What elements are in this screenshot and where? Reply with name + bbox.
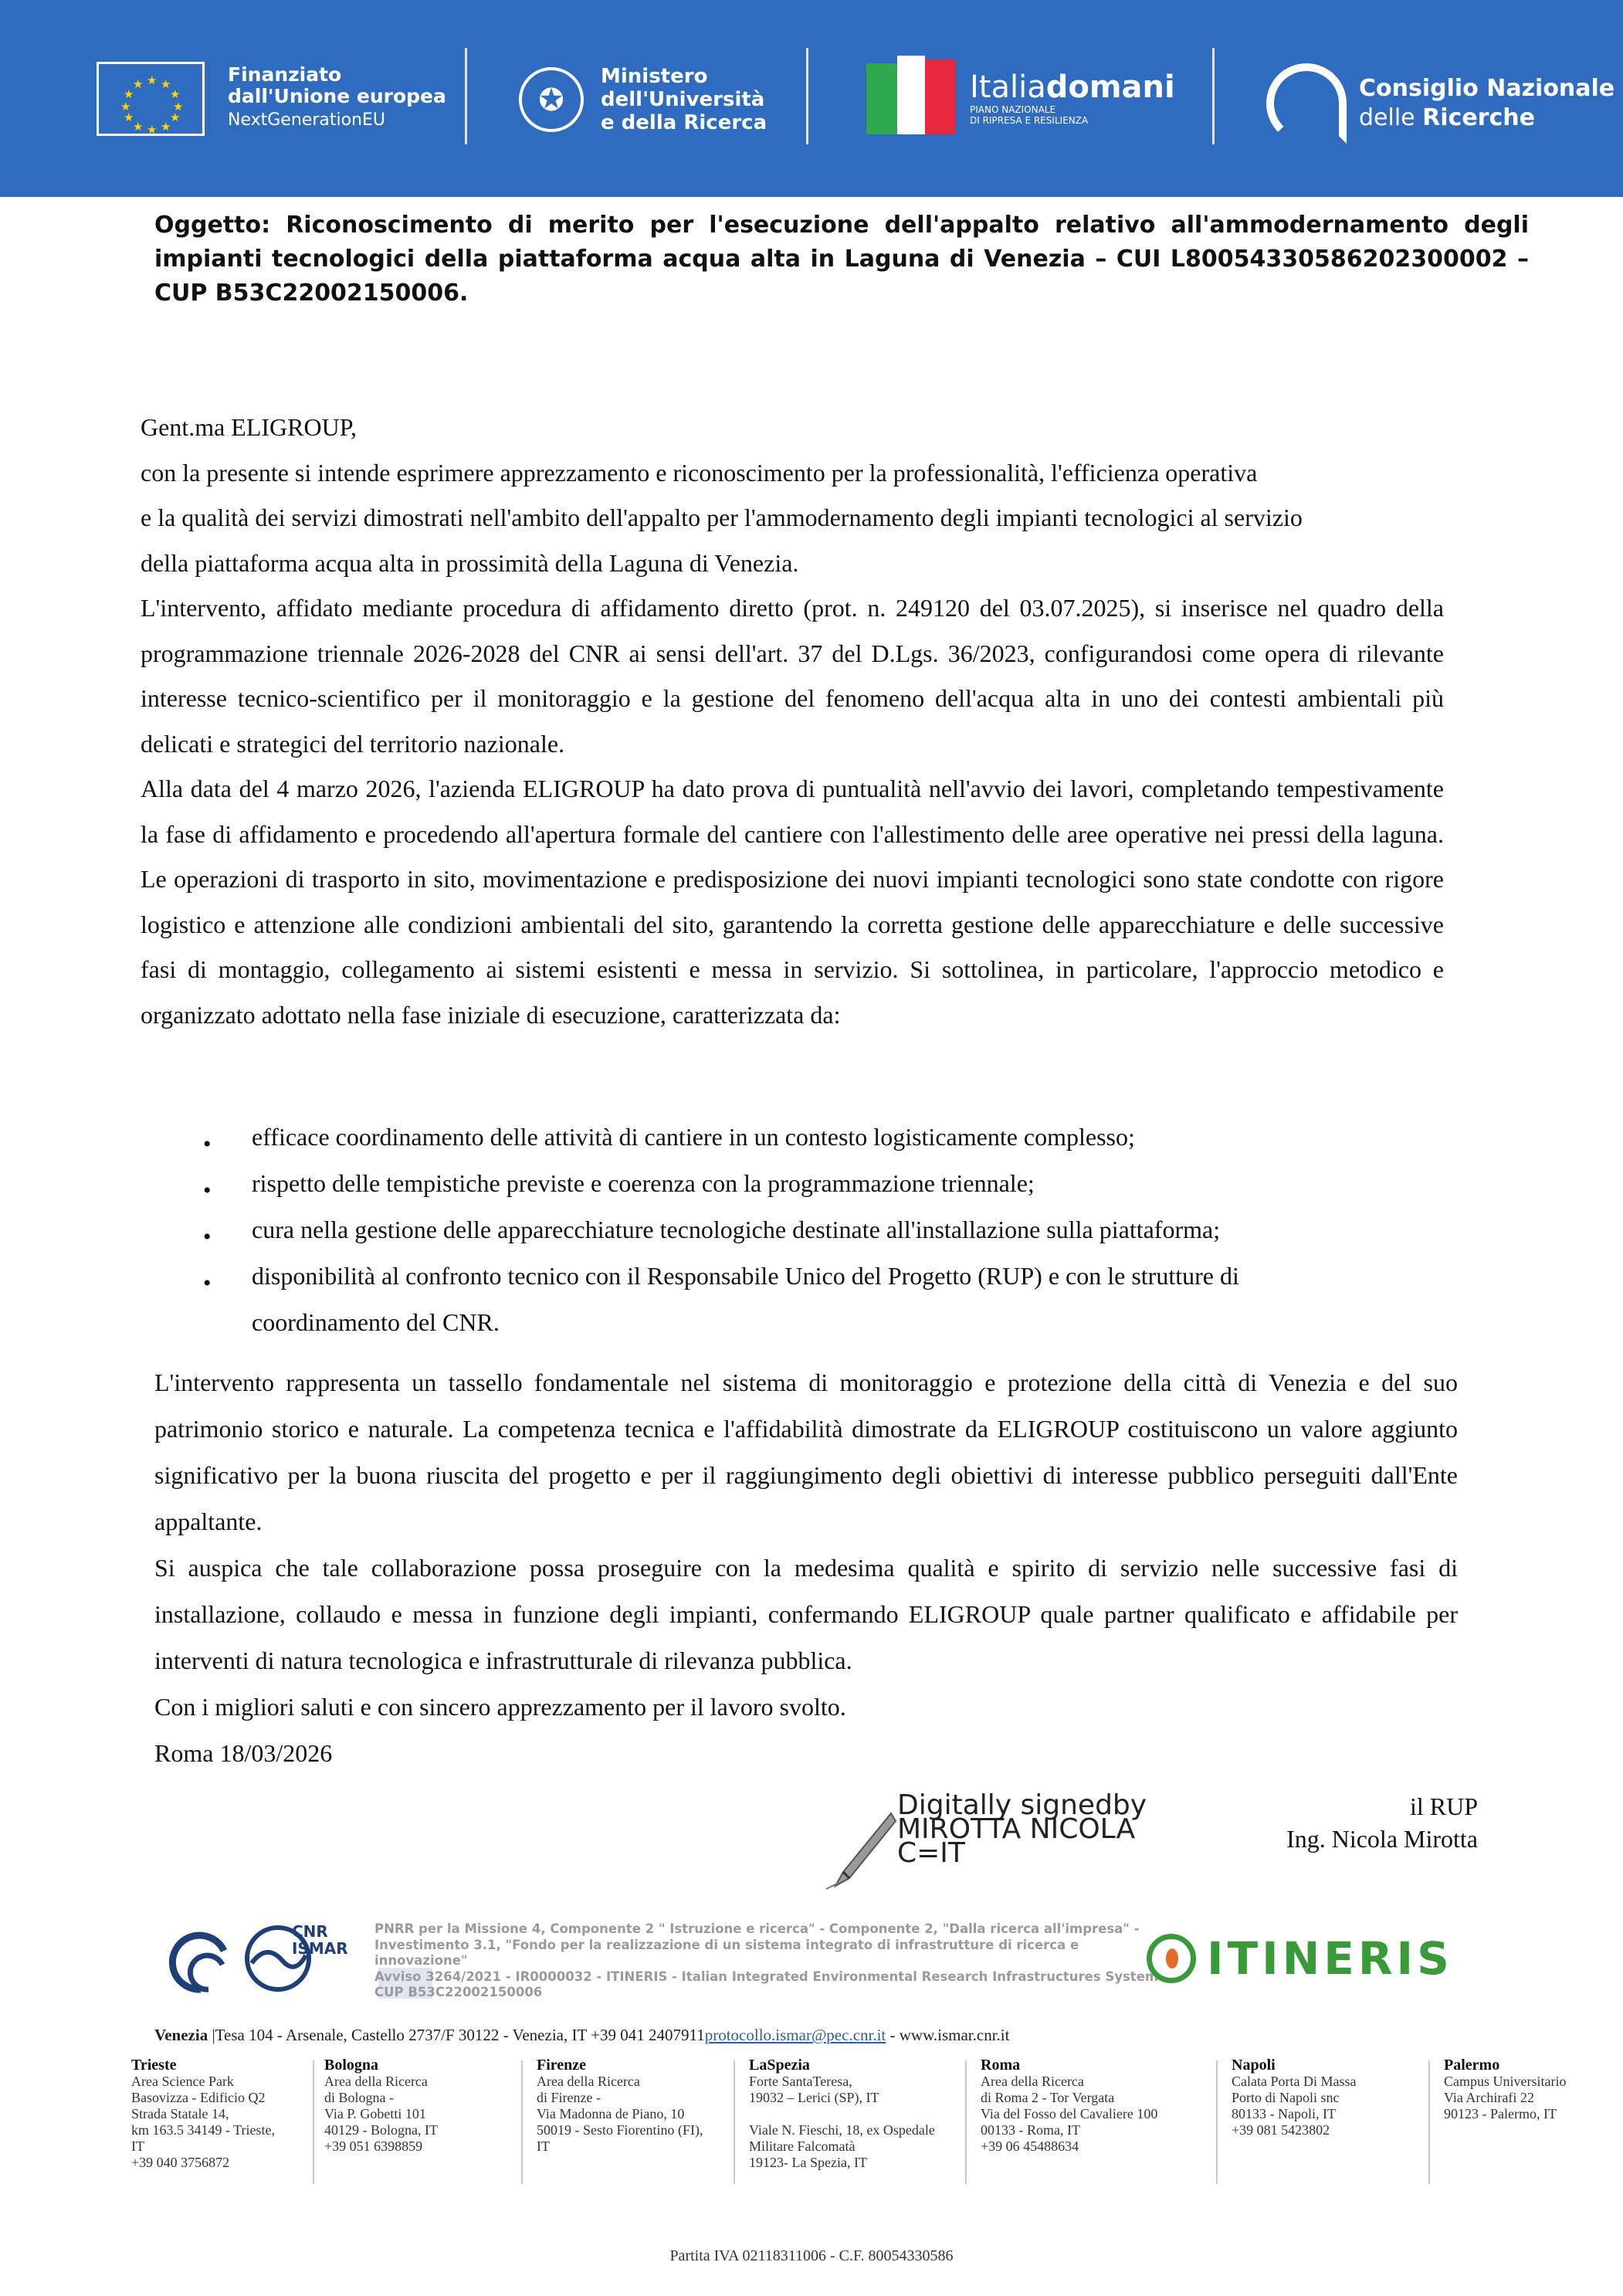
- letter-body: [141, 405, 1444, 1037]
- banner-divider: [1212, 48, 1215, 144]
- itineris-wordmark: ITINERIS: [1207, 1932, 1453, 1985]
- list-item: • efficace coordinamento delle attività di cantiere in un contesto logisticamente complesso;: [199, 1114, 1435, 1160]
- intro-line: con la presente si intende esprimere apprezzamento e riconoscimento per la professionalità, l'efficienza operativa: [141, 458, 1258, 487]
- list-item: • rispetto delle tempistiche previste e coerenza con la programmazione triennale;: [199, 1160, 1435, 1206]
- pnrr-funding-text: PNRR per la Missione 4, Componente 2 " Istruzione e ricerca" - Componente 2, "Dalla ricerca all'impresa" - Investimento 3.1, "Fondo per la realizzazione di un sistema integrato di infrastrutture di ricerca e innovazione" Avviso 3264/2021 - IR0000032 - ITINERIS - Italian Integrated Environmental Research Infrastructures System CUP B53C22002150006: [374, 1921, 1159, 1999]
- italiadomani-word-a: Italia: [970, 70, 1046, 105]
- eu-line2: dall'Unione europea: [228, 85, 446, 107]
- office-divider: [965, 2060, 967, 2184]
- bullet-icon: •: [203, 1270, 212, 1296]
- office-divider: [521, 2060, 523, 2184]
- mur-logo: [519, 65, 767, 134]
- digital-signature-line2: MIROTTA NICOLA: [897, 1813, 1136, 1845]
- salutation: Gent.ma ELIGROUP,: [141, 413, 357, 441]
- italian-flag-icon: [866, 56, 959, 141]
- cnr-line1: Consiglio Nazionale: [1359, 75, 1615, 102]
- office-roma: Roma Area della Ricerca di Roma 2 - Tor Vergata Via del Fosso del Cavaliere 100 00133 - Roma, IT +39 06 45488634: [981, 2057, 1158, 2154]
- office-bologna: Bologna Area della Ricerca di Bologna - Via P. Gobetti 101 40129 - Bologna, IT +39 051 6398859: [324, 2057, 438, 2154]
- office-divider: [313, 2060, 314, 2184]
- office-divider: [1428, 2060, 1430, 2184]
- signatory-block: [1286, 1790, 1478, 1855]
- paragraph-auspica: Si auspica che tale collaborazione possa proseguire con la medesima qualità e spirito di servizio nelle successive fasi di installazione, collaudo e messa in funzione degli impianti, confermando ELIGROUP quale partner qualificato e affidabile per interventi di natura tecnologica e infrastrutturale di rilevanza pubblica.: [154, 1554, 1458, 1674]
- itineris-logo: [1147, 1932, 1453, 1985]
- cnr-mark-icon: [1266, 63, 1347, 144]
- intro-line: della piattaforma acqua alta in prossimità della Laguna di Venezia.: [141, 548, 799, 577]
- paragraph-data-avvio: Alla data del 4 marzo 2026, l'azienda ELIGROUP ha dato prova di puntualità nell'avvio dei lavori, completando tempestivamente la fase di affidamento e procedendo all'apertura formale del cantiere con l'allestimento delle aree operative nei pressi della laguna. Le operazioni di trasporto in sito, movimentazione e predisposizione dei nuovi impianti tecnologici sono state condotte con rigore logistico e attenzione alle condizioni ambientali del sito, garantendo la corretta gestione delle apparecchiature e delle successive fasi di montaggio, collegamento ai sistemi esistenti e messa in servizio. Si sottolinea, in particolare, l'approccio metodico e organizzato adottato nella fase iniziale di esecuzione, caratterizzata da:: [141, 775, 1444, 1029]
- digital-signature-pen-icon: [820, 1809, 897, 1894]
- pec-link[interactable]: protocollo.ismar@pec.cnr.it: [704, 2026, 886, 2044]
- italiadomani-logo: [866, 56, 1175, 141]
- office-napoli: Napoli Calata Porta Di Massa Porto di Napoli snc 80133 - Napoli, IT +39 081 5423802: [1232, 2057, 1357, 2138]
- itineris-globe-icon: [1147, 1934, 1196, 1983]
- vat-number: Partita IVA 02118311006 - C.F. 80054330586: [669, 2247, 954, 2264]
- digital-signature: [897, 1789, 1147, 1869]
- letter-subject: Oggetto: Riconoscimento di merito per l'esecuzione dell'appalto relativo all'ammodernamento degli impianti tecnologici della piattaforma acqua alta in Laguna di Venezia – CUI L80054330586202300002 – CUP B53C22002150006.: [154, 212, 1529, 307]
- office-divider: [1216, 2060, 1218, 2184]
- paragraph-intervento: L'intervento, affidato mediante procedura di affidamento diretto (prot. n. 249120 del 03.07.2025), si inserisce nel quadro della programmazione triennale 2026-2028 del CNR ai sensi dell'art. 37 del D.Lgs. 36/2023, configurandosi come opera di rilevante interesse tecnico-scientifico per il monitoraggio e la gestione del fenomeno dell'acqua alta in uno dei contesti ambientali più delicati e strategici del territorio nazionale.: [141, 594, 1444, 758]
- intro-line: e la qualità dei servizi dimostrati nell'ambito dell'appalto per l'ammodernamento degli impianti tecnologici al servizio: [141, 504, 1303, 531]
- venezia-address: Venezia |Tesa 104 - Arsenale, Castello 2737/F 30122 - Venezia, IT +39 041 2407911protocollo.ismar@pec.cnr.it - www.ismar.cnr.it: [154, 2026, 1010, 2044]
- office-trieste: Trieste Area Science Park Basovizza - Edificio Q2 Strada Statale 14, km 163.5 34149 - Trieste, IT +39 040 3756872: [131, 2057, 276, 2170]
- office-divider: [734, 2060, 735, 2184]
- signatory-role: il RUP: [1409, 1792, 1478, 1820]
- office-palermo: Palermo Campus Universitario Via Archirafi 22 90123 - Palermo, IT: [1444, 2057, 1567, 2121]
- eu-funding-logo: [97, 62, 446, 136]
- bullet-icon: •: [203, 1131, 212, 1157]
- bullet-icon: •: [203, 1178, 212, 1203]
- office-addresses: [0, 2057, 1623, 2189]
- place-date: Roma 18/03/2026: [154, 1739, 333, 1767]
- header-banner: [0, 0, 1623, 197]
- italiadomani-sub1: PIANO NAZIONALE: [970, 104, 1056, 115]
- mur-line1: Ministero: [601, 65, 708, 88]
- paragraph-tassello: L'intervento rappresenta un tassello fondamentale nel sistema di monitoraggio e protezione della città di Venezia e del suo patrimonio storico e naturale. La competenza tecnica e l'affidabilità dimostrate da ELIGROUP costituiscono un valore aggiunto significativo per la buona riuscita del progetto e per il raggiungimento degli obiettivi di interesse pubblico perseguiti dall'Ente appaltante.: [154, 1368, 1458, 1535]
- italiadomani-sub2: DI RIPRESA E RESILIENZA: [970, 115, 1089, 126]
- banner-divider: [465, 48, 467, 144]
- office-firenze: Firenze Area della Ricerca di Firenze - Via Madonna de Piano, 10 50019 - Sesto Fiorentino (FI), IT: [537, 2057, 703, 2154]
- italian-emblem-icon: ✪: [519, 67, 584, 132]
- mur-line3: e della Ricerca: [601, 111, 767, 134]
- digital-signature-line1: Digitally signedby: [897, 1789, 1147, 1821]
- cnr-line2-b: Ricerche: [1422, 104, 1535, 131]
- cnr-ismar-label: CNR ISMAR: [292, 1922, 348, 1958]
- eu-line1: Finanziato: [228, 63, 342, 86]
- eu-flag-icon: ★ ★ ★ ★ ★ ★ ★ ★ ★ ★ ★ ★: [97, 62, 205, 136]
- digital-signature-line3: C=IT: [897, 1837, 965, 1869]
- office-laspezia: LaSpezia Forte SantaTeresa, 19032 – Lerici (SP), IT Viale N. Fieschi, 18, ex Ospedale Militare Falcomatà 19123- La Spezia, IT: [749, 2057, 935, 2170]
- list-item: • disponibilità al confronto tecnico con il Responsabile Unico del Progetto (RUP) e con le strutture di coordinamento del CNR.: [203, 1262, 1239, 1336]
- letter-body-closing: [154, 1359, 1458, 1776]
- merit-list: [199, 1114, 1435, 1345]
- signatory-name: Ing. Nicola Mirotta: [1286, 1825, 1478, 1853]
- eu-line3: NextGenerationEU: [228, 110, 385, 130]
- banner-divider: [806, 48, 808, 144]
- list-item: • cura nella gestione delle apparecchiature tecnologiche destinate all'installazione sulla piattaforma;: [199, 1206, 1435, 1253]
- italiadomani-word-b: domani: [1045, 70, 1175, 105]
- mur-line2: dell'Università: [601, 88, 765, 111]
- bullet-icon: •: [203, 1224, 212, 1250]
- closing-line: Con i migliori saluti e con sincero apprezzamento per il lavoro svolto.: [154, 1693, 846, 1721]
- cnr-logo: [1266, 63, 1615, 144]
- cnr-footer-logo-icon: [172, 1935, 224, 1989]
- cnr-line2-a: delle: [1359, 104, 1423, 131]
